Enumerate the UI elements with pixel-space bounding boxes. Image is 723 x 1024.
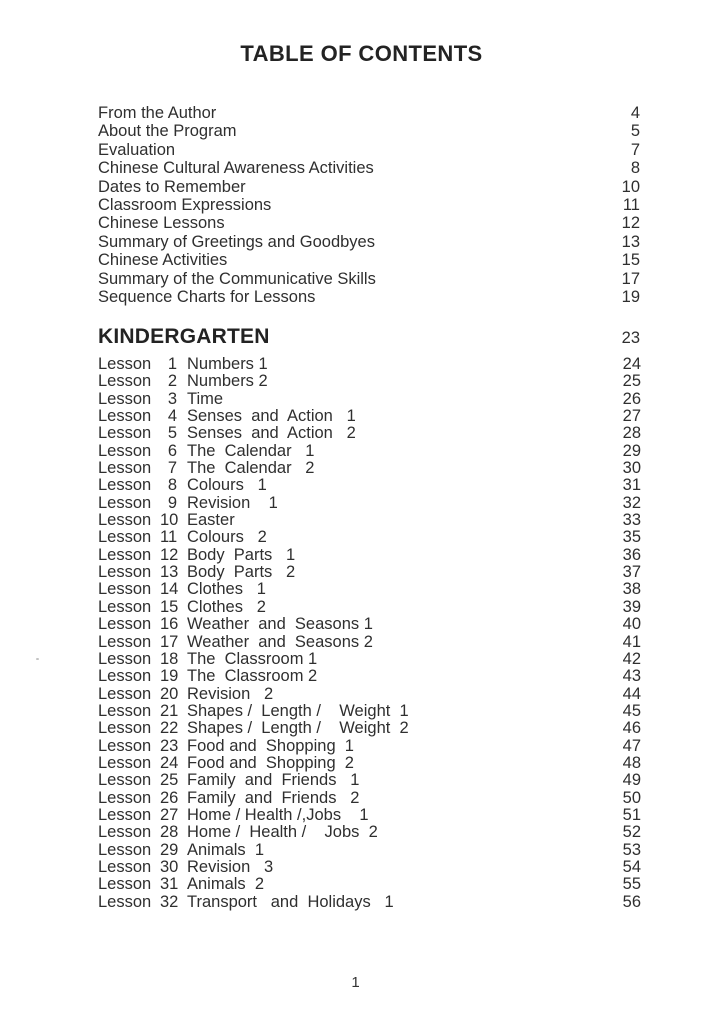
lesson-word: Lesson — [98, 476, 152, 495]
lesson-word: Lesson — [98, 459, 152, 478]
toc-lesson-entry — [98, 616, 641, 633]
toc-lesson-entry — [98, 408, 641, 425]
toc-lesson-entry — [98, 772, 641, 789]
toc-entry-page-number: 7 — [630, 140, 640, 159]
toc-entry-page-number: 12 — [621, 214, 640, 233]
toc-entry — [98, 270, 640, 288]
toc-lesson-entry — [98, 738, 641, 755]
toc-entry — [98, 288, 640, 306]
lesson-number: 18 — [160, 649, 179, 668]
lesson-title: Revision 2 — [187, 685, 274, 703]
lesson-title: Weather and Seasons 1 — [187, 616, 373, 634]
lesson-number: 28 — [160, 823, 179, 842]
lesson-page-number: 40 — [622, 615, 641, 634]
lesson-title: Senses and Action 1 — [187, 408, 356, 426]
toc-lesson-entry — [98, 529, 641, 546]
toc-entry — [98, 214, 640, 232]
lesson-page-number: 38 — [622, 580, 641, 599]
page-title: TABLE OF CONTENTS — [240, 41, 483, 66]
lesson-page-number: 32 — [622, 493, 641, 512]
lesson-page-number: 28 — [622, 424, 641, 443]
toc-lesson-entry — [98, 686, 641, 703]
toc-entry-label: Chinese Activities — [98, 251, 228, 270]
lesson-page-number: 54 — [622, 857, 641, 876]
toc-entry-page-number: 15 — [621, 251, 640, 270]
lesson-title: Colours 1 — [187, 477, 267, 495]
lesson-title: Shapes / Length / Weight 1 — [187, 702, 409, 720]
toc-entry-page-number: 4 — [630, 104, 640, 122]
lesson-title: Food and Shopping 1 — [187, 737, 354, 755]
lesson-page-number: 43 — [622, 667, 641, 686]
toc-lesson-entry — [98, 651, 641, 668]
toc-lesson-entry — [98, 547, 641, 564]
lesson-number: 20 — [160, 684, 179, 703]
lesson-title: Weather and Seasons 2 — [187, 633, 373, 651]
lesson-number: 15 — [160, 597, 179, 616]
lesson-number: 22 — [160, 719, 179, 738]
toc-entry-label: Chinese Lessons — [98, 214, 225, 233]
lesson-number: 4 — [167, 407, 177, 426]
toc-entry-label: Evaluation — [98, 140, 176, 159]
lesson-page-number: 56 — [622, 892, 641, 911]
lesson-number: 24 — [160, 753, 179, 772]
lesson-page-number: 31 — [622, 476, 641, 495]
lesson-number: 13 — [160, 563, 179, 582]
toc-entry — [98, 141, 640, 159]
lesson-number: 27 — [160, 805, 179, 824]
lesson-word: Lesson — [98, 615, 152, 634]
toc-entry — [98, 233, 640, 251]
toc-entry-page-number: 19 — [621, 287, 640, 306]
lesson-title: Animals 2 — [187, 876, 265, 894]
lesson-page-number: 35 — [622, 528, 641, 547]
toc-lesson-entry — [98, 581, 641, 598]
toc-section-kindergarten — [98, 325, 640, 349]
toc-entry-label: Summary of Greetings and Goodbyes — [98, 232, 375, 251]
lesson-word: Lesson — [98, 753, 152, 772]
lesson-number: 2 — [167, 372, 177, 391]
lesson-title: Body Parts 2 — [187, 564, 296, 582]
lesson-number: 10 — [160, 511, 179, 530]
toc-entry — [98, 251, 640, 269]
lesson-number: 8 — [167, 476, 177, 495]
lesson-number: 17 — [160, 632, 179, 651]
lesson-word: Lesson — [98, 719, 152, 738]
lesson-number: 11 — [160, 528, 178, 547]
lesson-title: Clothes 2 — [187, 598, 266, 616]
lesson-page-number: 37 — [622, 563, 641, 582]
lesson-word: Lesson — [98, 805, 152, 824]
toc-entry — [98, 159, 640, 177]
toc-entry — [98, 104, 640, 122]
lesson-number: 6 — [167, 441, 177, 460]
toc-entry-label: Dates to Remember — [98, 177, 246, 196]
lesson-number: 26 — [160, 788, 179, 807]
lesson-title: The Classroom 2 — [187, 668, 318, 686]
lesson-word: Lesson — [98, 771, 152, 790]
lesson-word: Lesson — [98, 389, 152, 408]
toc-lesson-entry — [98, 391, 641, 408]
toc-entry — [98, 122, 640, 140]
toc-entry-page-number: 8 — [630, 159, 640, 178]
toc-lesson-entry — [98, 859, 641, 876]
lesson-title: Numbers 1 — [187, 356, 268, 373]
lesson-word: Lesson — [98, 823, 152, 842]
lesson-page-number: 47 — [622, 736, 641, 755]
lesson-number: 1 — [167, 355, 177, 373]
toc-lesson-entry — [98, 668, 641, 685]
lesson-page-number: 45 — [622, 701, 641, 720]
lesson-title: Transport and Holidays 1 — [187, 893, 394, 911]
toc-entry-label: Sequence Charts for Lessons — [98, 287, 316, 306]
lesson-page-number: 33 — [622, 511, 641, 530]
toc-lesson-entry — [98, 634, 641, 651]
lesson-number: 25 — [160, 771, 179, 790]
toc-lesson-entry — [98, 373, 641, 390]
lesson-word: Lesson — [98, 684, 152, 703]
lesson-word: Lesson — [98, 788, 152, 807]
toc-entry-label: Classroom Expressions — [98, 195, 272, 214]
toc-lesson-list — [98, 356, 641, 911]
lesson-title: The Classroom 1 — [187, 650, 318, 668]
lesson-title: Clothes 1 — [187, 581, 266, 599]
lesson-number: 7 — [167, 459, 177, 478]
scan-artifact-speck — [36, 658, 39, 660]
lesson-number: 29 — [160, 840, 179, 859]
lesson-word: Lesson — [98, 892, 152, 911]
lesson-title: Numbers 2 — [187, 373, 268, 391]
lesson-page-number: 27 — [622, 407, 641, 426]
toc-entry-label: From the Author — [98, 104, 217, 122]
toc-entry-label: Summary of the Communicative Skills — [98, 269, 376, 288]
lesson-title: Time — [187, 390, 224, 408]
toc-lesson-entry — [98, 807, 641, 824]
toc-entry-page-number: 5 — [630, 122, 640, 141]
toc-lesson-entry — [98, 824, 641, 841]
lesson-number: 14 — [160, 580, 179, 599]
lesson-word: Lesson — [98, 649, 152, 668]
toc-entry — [98, 196, 640, 214]
lesson-title: The Calendar 2 — [187, 460, 315, 478]
lesson-title: The Calendar 1 — [187, 442, 315, 460]
lesson-number: 21 — [160, 701, 179, 720]
lesson-page-number: 41 — [622, 632, 641, 651]
toc-lesson-entry — [98, 460, 641, 477]
toc-lesson-entry — [98, 894, 641, 911]
lesson-page-number: 42 — [622, 649, 641, 668]
lesson-title: Revision 1 — [187, 494, 278, 512]
lesson-number: 31 — [160, 875, 179, 894]
lesson-page-number: 39 — [622, 597, 641, 616]
toc-lesson-entry — [98, 564, 641, 581]
lesson-title: Easter — [187, 512, 235, 530]
footer-page-number: 1 — [351, 974, 360, 991]
toc-lesson-entry — [98, 842, 641, 859]
lesson-number: 16 — [160, 615, 179, 634]
lesson-title: Home / Health /,Jobs 1 — [187, 806, 369, 824]
toc-entry-page-number: 11 — [622, 195, 640, 214]
toc-lesson-entry — [98, 720, 641, 737]
lesson-title: Senses and Action 2 — [187, 425, 356, 443]
lesson-page-number: 52 — [622, 823, 641, 842]
lesson-title: Body Parts 1 — [187, 546, 296, 564]
section-heading: KINDERGARTEN — [98, 325, 270, 348]
lesson-page-number: 51 — [622, 805, 641, 824]
lesson-page-number: 55 — [622, 875, 641, 894]
toc-lesson-entry — [98, 425, 641, 442]
lesson-word: Lesson — [98, 355, 152, 373]
lesson-word: Lesson — [98, 597, 152, 616]
toc-entry-label: Chinese Cultural Awareness Activities — [98, 159, 374, 178]
lesson-page-number: 48 — [622, 753, 641, 772]
toc-lesson-entry — [98, 356, 641, 373]
toc-front-matter-list — [98, 104, 640, 306]
lesson-word: Lesson — [98, 875, 152, 894]
lesson-page-number: 30 — [622, 459, 641, 478]
toc-entry-page-number: 13 — [621, 232, 640, 251]
lesson-title: Home / Health / Jobs 2 — [187, 824, 378, 842]
lesson-page-number: 49 — [622, 771, 641, 790]
toc-entry — [98, 178, 640, 196]
lesson-word: Lesson — [98, 493, 152, 512]
lesson-word: Lesson — [98, 632, 152, 651]
lesson-number: 3 — [167, 389, 177, 408]
lesson-page-number: 53 — [622, 840, 641, 859]
lesson-word: Lesson — [98, 545, 152, 564]
lesson-number: 23 — [160, 736, 179, 755]
toc-lesson-entry — [98, 512, 641, 529]
lesson-word: Lesson — [98, 441, 152, 460]
lesson-number: 5 — [167, 424, 177, 443]
toc-lesson-entry — [98, 443, 641, 460]
toc-lesson-entry — [98, 876, 641, 893]
section-page-number: 23 — [621, 329, 640, 347]
lesson-word: Lesson — [98, 701, 152, 720]
lesson-word: Lesson — [98, 840, 152, 859]
lesson-title: Animals 1 — [187, 841, 265, 859]
toc-lesson-entry — [98, 790, 641, 807]
lesson-number: 32 — [160, 892, 179, 911]
toc-lesson-entry — [98, 599, 641, 616]
lesson-page-number: 29 — [622, 441, 641, 460]
lesson-word: Lesson — [98, 563, 152, 582]
toc-lesson-entry — [98, 477, 641, 494]
lesson-title: Food and Shopping 2 — [187, 754, 354, 772]
lesson-word: Lesson — [98, 736, 152, 755]
lesson-page-number: 25 — [622, 372, 641, 391]
lesson-number: 9 — [167, 493, 177, 512]
lesson-title: Revision 3 — [187, 858, 274, 876]
toc-lesson-entry — [98, 495, 641, 512]
lesson-word: Lesson — [98, 407, 152, 426]
lesson-title: Shapes / Length / Weight 2 — [187, 720, 409, 738]
toc-lesson-entry — [98, 703, 641, 720]
lesson-page-number: 36 — [622, 545, 641, 564]
lesson-word: Lesson — [98, 667, 152, 686]
lesson-page-number: 26 — [622, 389, 641, 408]
lesson-word: Lesson — [98, 372, 152, 391]
lesson-number: 30 — [160, 857, 179, 876]
lesson-title: Family and Friends 1 — [187, 772, 360, 790]
lesson-number: 19 — [160, 667, 179, 686]
lesson-word: Lesson — [98, 424, 152, 443]
lesson-page-number: 46 — [622, 719, 641, 738]
lesson-word: Lesson — [98, 580, 152, 599]
lesson-title: Colours 2 — [187, 529, 267, 547]
lesson-word: Lesson — [98, 857, 152, 876]
lesson-word: Lesson — [98, 528, 152, 547]
toc-entry-page-number: 17 — [621, 269, 640, 288]
lesson-page-number: 44 — [622, 684, 641, 703]
toc-entry-page-number: 10 — [621, 177, 640, 196]
lesson-title: Family and Friends 2 — [187, 789, 360, 807]
toc-lesson-entry — [98, 755, 641, 772]
toc-entry-label: About the Program — [98, 122, 237, 141]
lesson-number: 12 — [160, 545, 179, 564]
lesson-page-number: 24 — [622, 355, 641, 373]
lesson-word: Lesson — [98, 511, 152, 530]
lesson-page-number: 50 — [622, 788, 641, 807]
